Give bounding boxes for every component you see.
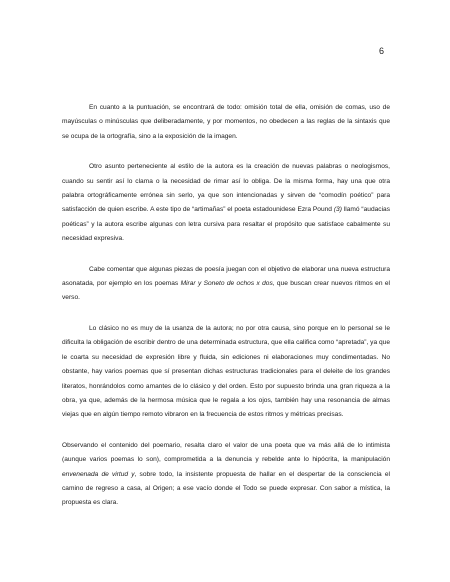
page-number: 6 xyxy=(379,46,385,56)
document-body xyxy=(62,101,390,527)
paragraph-text: llamó “audacias poéticas” y la autora escribe algunas con letra cursiva para resaltar el propósito que satisface cabalmente su necesidad expresiva. xyxy=(62,206,391,243)
paragraph-text: Lo clásico no es muy de la usanza de la autora; no por otra causa, sino porque en lo personal se le dificulta la obligación de escribir dentro de una determinada estructura, que ella califica como “apretada”, ya que le coarta su necesidad de expresión libre y fluida, sin ediciones ni elaboraciones muy condimentadas. No obstante, hay varios poemas que sí presentan dichas estructuras tradicionales para el deleite de los grandes literatos, honrándolos como amantes de lo clásico y del orden. Esto por supuesto brinda una gran riqueza a la obra, ya que, además de la hermosa música que le regala a los ojos, también hay una resonancia de almas viejas que en algún tiempo remoto vibraron en la frecuencia de estos ritmos y métricas precisas. xyxy=(62,324,390,419)
paragraph-content xyxy=(62,439,390,511)
footnote-reference: (3) xyxy=(333,206,342,214)
paragraph-text: , sobre todo, la insistente propuesta de hallar en el despertar de la consciencia el camino de regreso a casa, al Origen; a ese vacío donde el Todo se puede expresar. Con sabor a mística, la propuesta es clara. xyxy=(62,470,390,507)
paragraph-classic xyxy=(62,322,390,423)
poem-titles: Mirar y Soneto de ochos x dos xyxy=(180,280,273,288)
paragraph-neologisms xyxy=(62,160,390,246)
paragraph-punctuation xyxy=(62,101,390,144)
paragraph-text: Observando el contenido del poemario, resalta claro el valor de una poeta que va más allá de lo intimista (aunque varios poemas lo son), comprometida a la denuncia y rebelde ante lo hipócrita, la manipulación xyxy=(62,441,390,464)
paragraph-structure xyxy=(62,263,390,306)
paragraph-text: Cabe comentar que algunas piezas de poesía juegan con el objetivo de elaborar una nueva estructura asonatada, por ejemplo en los poemas xyxy=(62,265,390,288)
paragraph-text: Otro asunto perteneciente al estilo de la autora es la creación de nuevas palabras o neologismos, cuando su sentir así lo clama o la necesidad de rimar así lo obliga. De la misma forma, hay una que otra palabra ortográficamente errónea sin serlo, ya que son intencionadas y sirven de “comodín poético” para satisfacción de quien escribe. A este tipo de “artimañas” el poeta estadounidese Ezra Pound xyxy=(62,163,390,214)
paragraph-text: , que buscan crear nuevos ritmos en el verso. xyxy=(62,280,390,302)
italic-phrase: envenenada de virtud y xyxy=(62,470,135,478)
paragraph-text: En cuanto a la puntuación, se encontrará de todo: omisión total de ella, omisión de comas, uso de mayúsculas o minúsculas que deliberadamente, y por momentos, no obedecen a las reglas de la sintaxis que se ocupa de la ortografía, sino a la exposición de la imagen. xyxy=(62,104,390,140)
